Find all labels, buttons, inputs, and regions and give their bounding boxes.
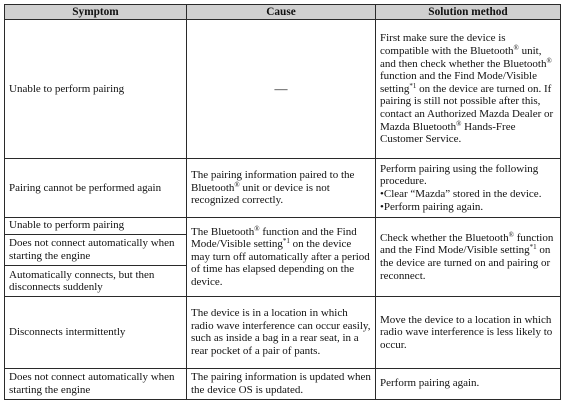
registered-mark: ® xyxy=(508,230,514,239)
cause-text: unit or device is not recognized correctly. xyxy=(191,181,330,207)
solution-step: •Perform pairing again. xyxy=(380,200,484,213)
cause-text: function and the Find Mode/Visible setting xyxy=(191,225,357,251)
solution-cell xyxy=(376,159,561,218)
solution-cell: Perform pairing again. xyxy=(376,368,561,399)
solution-text: function and the Find Mode/Visible setting xyxy=(380,70,537,95)
cause-cell: — xyxy=(187,20,376,159)
header-cause: Cause xyxy=(187,5,376,20)
cause-text: The Bluetooth xyxy=(191,225,255,238)
cause-cell: The device is in a location in which radio wave interference can occur easily, such as inside a bag in a rear seat, in a rear pocket of a pair of pants. xyxy=(187,297,376,368)
table-row xyxy=(5,368,561,399)
solution-text: on the device are turned on. If pairing is still not possible after this, contact an Authorized Mazda Dealer or Mazda Bluetooth xyxy=(380,82,554,133)
solution-text: unit, and then check whether the Bluetooth xyxy=(380,45,547,70)
header-solution-method: Solution method xyxy=(376,5,561,20)
cause-cell xyxy=(187,217,376,297)
solution-text: on the device are turned on and pairing or reconnect. xyxy=(380,244,551,282)
solution-step: •Clear “Mazda” stored in the device. xyxy=(380,188,542,201)
symptom-cell: Automatically connects, but then disconnects suddenly xyxy=(5,265,187,296)
table-row xyxy=(5,20,561,159)
symptom-cell: Does not connect automatically when starting the engine xyxy=(5,234,187,265)
registered-mark: ® xyxy=(234,180,240,189)
cause-text: The pairing information paired to the Bluetooth xyxy=(191,169,355,194)
symptom-cell: Disconnects intermittently xyxy=(5,297,187,368)
solution-text: function and the Find Mode/Visible setting xyxy=(380,231,554,257)
solution-text: Check whether the Bluetooth xyxy=(380,231,509,244)
table-row xyxy=(5,297,561,368)
solution-intro: Perform pairing using the following procedure. xyxy=(380,162,539,188)
footnote-mark: *1 xyxy=(409,81,417,90)
cause-text: on the device may turn off automatically after a period of time has elapsed depending on the device. xyxy=(191,238,370,288)
registered-mark: ® xyxy=(513,44,519,53)
symptom-cell: Unable to perform pairing xyxy=(5,20,187,159)
cause-cell xyxy=(187,159,376,218)
registered-mark: ® xyxy=(546,56,552,65)
solution-cell xyxy=(376,20,561,159)
registered-mark: ® xyxy=(254,224,260,233)
footnote-mark: *1 xyxy=(282,237,290,246)
header-symptom: Symptom xyxy=(5,5,187,20)
footnote-mark: *1 xyxy=(529,243,537,252)
cause-cell: The pairing information is updated when the device OS is updated. xyxy=(187,368,376,399)
symptom-cell: Does not connect automatically when starting the engine xyxy=(5,368,187,399)
solution-cell xyxy=(376,217,561,297)
table-row xyxy=(5,217,561,234)
table-row xyxy=(5,159,561,218)
registered-mark: ® xyxy=(456,119,462,128)
solution-text: First make sure the device is compatible with the Bluetooth xyxy=(380,32,514,58)
symptom-cell: Unable to perform pairing xyxy=(5,217,187,234)
troubleshooting-table xyxy=(4,4,561,400)
symptom-cell: Pairing cannot be performed again xyxy=(5,159,187,218)
solution-cell: Move the device to a location in which radio wave interference is less likely to occur. xyxy=(376,297,561,368)
header-row xyxy=(5,5,561,20)
solution-text: Hands-Free Customer Service. xyxy=(380,120,516,146)
